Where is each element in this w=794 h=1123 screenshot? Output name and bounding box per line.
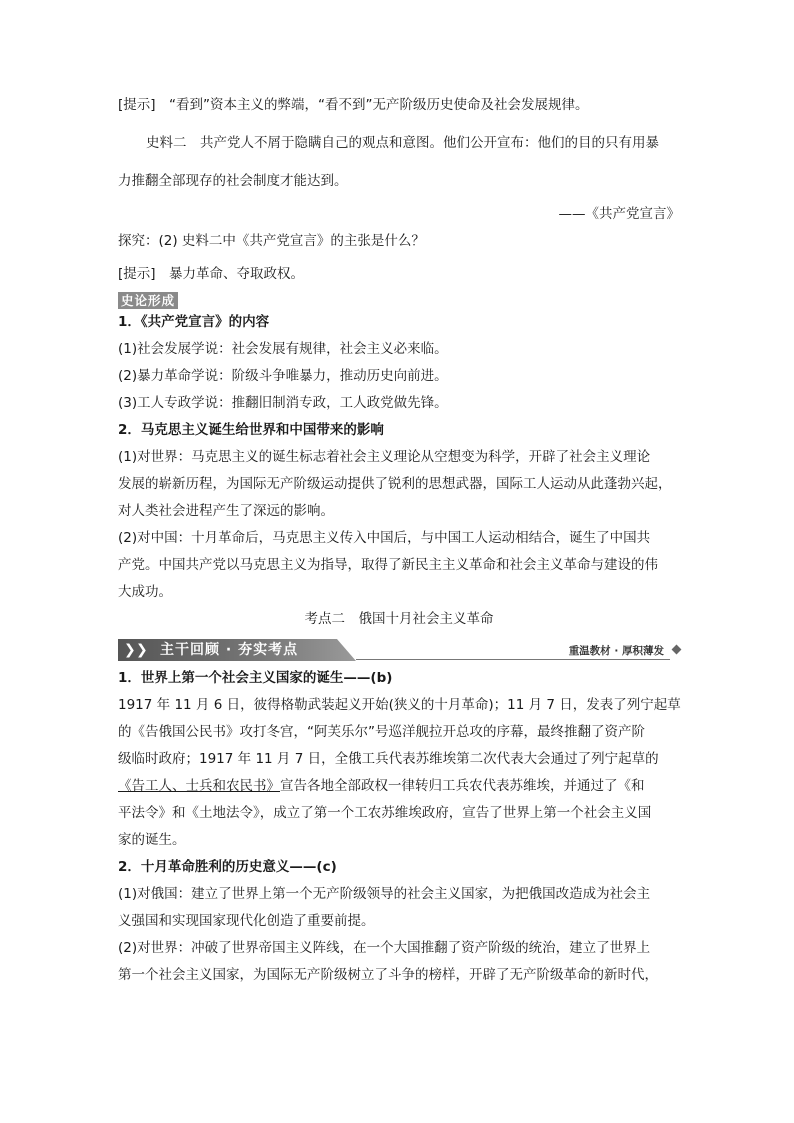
review-1-line-3: 级临时政府；1917 年 11 月 7 日，全俄工兵代表苏维埃第二次代表大会通过了列宁起草的 xyxy=(118,751,659,767)
world-impact-line-1: (1)对世界：马克思主义的诞生标志着社会主义理论从空想变为科学，开辟了社会主义理论 xyxy=(118,449,651,465)
source-2-line-2: 力推翻全部现存的社会制度才能达到。 xyxy=(118,173,348,189)
review-1-line-2: 的《告俄国公民书》攻打冬宫，“阿芙乐尔”号巡洋舰拉开总攻的序幕，最终推翻了资产阶 xyxy=(118,724,645,740)
review-1-line-4-rest: 宣告各地全部政权一律转归工兵农代表苏维埃，并通过了《和 xyxy=(280,778,645,794)
diamond-icon xyxy=(672,645,682,655)
hint-2: [提示] 暴力革命、夺取政权。 xyxy=(118,266,305,282)
review-2-line-4: 第一个社会主义国家，为国际无产阶级树立了斗争的榜样，开辟了无产阶级革命的新时代， xyxy=(118,967,658,983)
banner-divider xyxy=(356,659,670,660)
content-point-1: (1)社会发展学说：社会发展有规律，社会主义必来临。 xyxy=(118,341,448,357)
banner-title: 主干回顾 · 夯实考点 xyxy=(160,642,299,658)
source-2-line-1: 史料二 共产党人不屑于隐瞒自己的观点和意图。他们公开宣布：他们的目的只有用暴 xyxy=(146,135,659,151)
banner-subtitle: 重温教材 · 厚积薄发 xyxy=(568,645,664,657)
review-heading-2: 2．十月革命胜利的历史意义——(c) xyxy=(118,859,337,875)
china-impact-line-2: 产党。中国共产党以马克思主义为指导，取得了新民主主义革命和社会主义革命与建设的伟 xyxy=(118,557,658,573)
underlined-title: 《告工人、士兵和农民书》 xyxy=(118,778,280,794)
chevron-right-icon: ❯ xyxy=(124,642,136,658)
china-impact-line-1: (2)对中国：十月革命后，马克思主义传入中国后，与中国工人运动相结合，诞生了中国共 xyxy=(118,530,651,546)
section-badge-wrap xyxy=(118,288,680,309)
review-1-line-1: 1917 年 11 月 6 日，彼得格勒武装起义开始(狭义的十月革命)；11 月 7 日，发表了列宁起草 xyxy=(118,697,681,713)
world-impact-line-3: 对人类社会进程产生了深远的影响。 xyxy=(118,503,334,519)
china-impact-line-3: 大成功。 xyxy=(118,584,172,600)
chevron-right-icon: ❯ xyxy=(136,642,148,658)
review-2-line-1: (1)对俄国：建立了世界上第一个无产阶级领导的社会主义国家，为把俄国改造成为社会主 xyxy=(118,886,651,902)
review-2-line-2: 义强国和实现国家现代化创造了重要前提。 xyxy=(118,913,375,929)
world-impact-line-2: 发展的崭新历程，为国际无产阶级运动提供了锐利的思想武器，国际工人运动从此蓬勃兴起， xyxy=(118,476,672,492)
topic-2-title: 考点二 俄国十月社会主义革命 xyxy=(304,611,494,627)
content-point-2: (2)暴力革命学说：阶级斗争唯暴力，推动历史向前进。 xyxy=(118,368,448,384)
content-point-3: (3)工人专政学说：推翻旧制消专政，工人政党做先锋。 xyxy=(118,395,448,411)
review-1-line-4 xyxy=(118,773,680,800)
review-2-line-3: (2)对世界：冲破了世界帝国主义阵线，在一个大国推翻了资产阶级的统治，建立了世界上 xyxy=(118,940,651,956)
source-2-citation: ——《共产党宣言》 xyxy=(558,206,680,222)
document-page xyxy=(118,92,680,989)
content-heading-2: 2．马克思主义诞生给世界和中国带来的影响 xyxy=(118,422,384,438)
content-heading-1: 1．《共产党宣言》的内容 xyxy=(118,314,270,330)
review-1-line-6: 家的诞生。 xyxy=(118,832,186,848)
review-heading-1: 1．世界上第一个社会主义国家的诞生——(b) xyxy=(118,670,393,686)
section-banner xyxy=(118,639,680,661)
review-1-line-5: 平法令》和《土地法令》，成立了第一个工农苏维埃政府，宣告了世界上第一个社会主义国 xyxy=(118,805,652,821)
section-badge: 史论形成 xyxy=(118,292,178,309)
hint-1: [提示] “看到”资本主义的弊端，“看不到”无产阶级历史使命及社会发展规律。 xyxy=(118,97,589,113)
question-2: 探究：(2) 史料二中《共产党宣言》的主张是什么？ xyxy=(118,233,425,249)
